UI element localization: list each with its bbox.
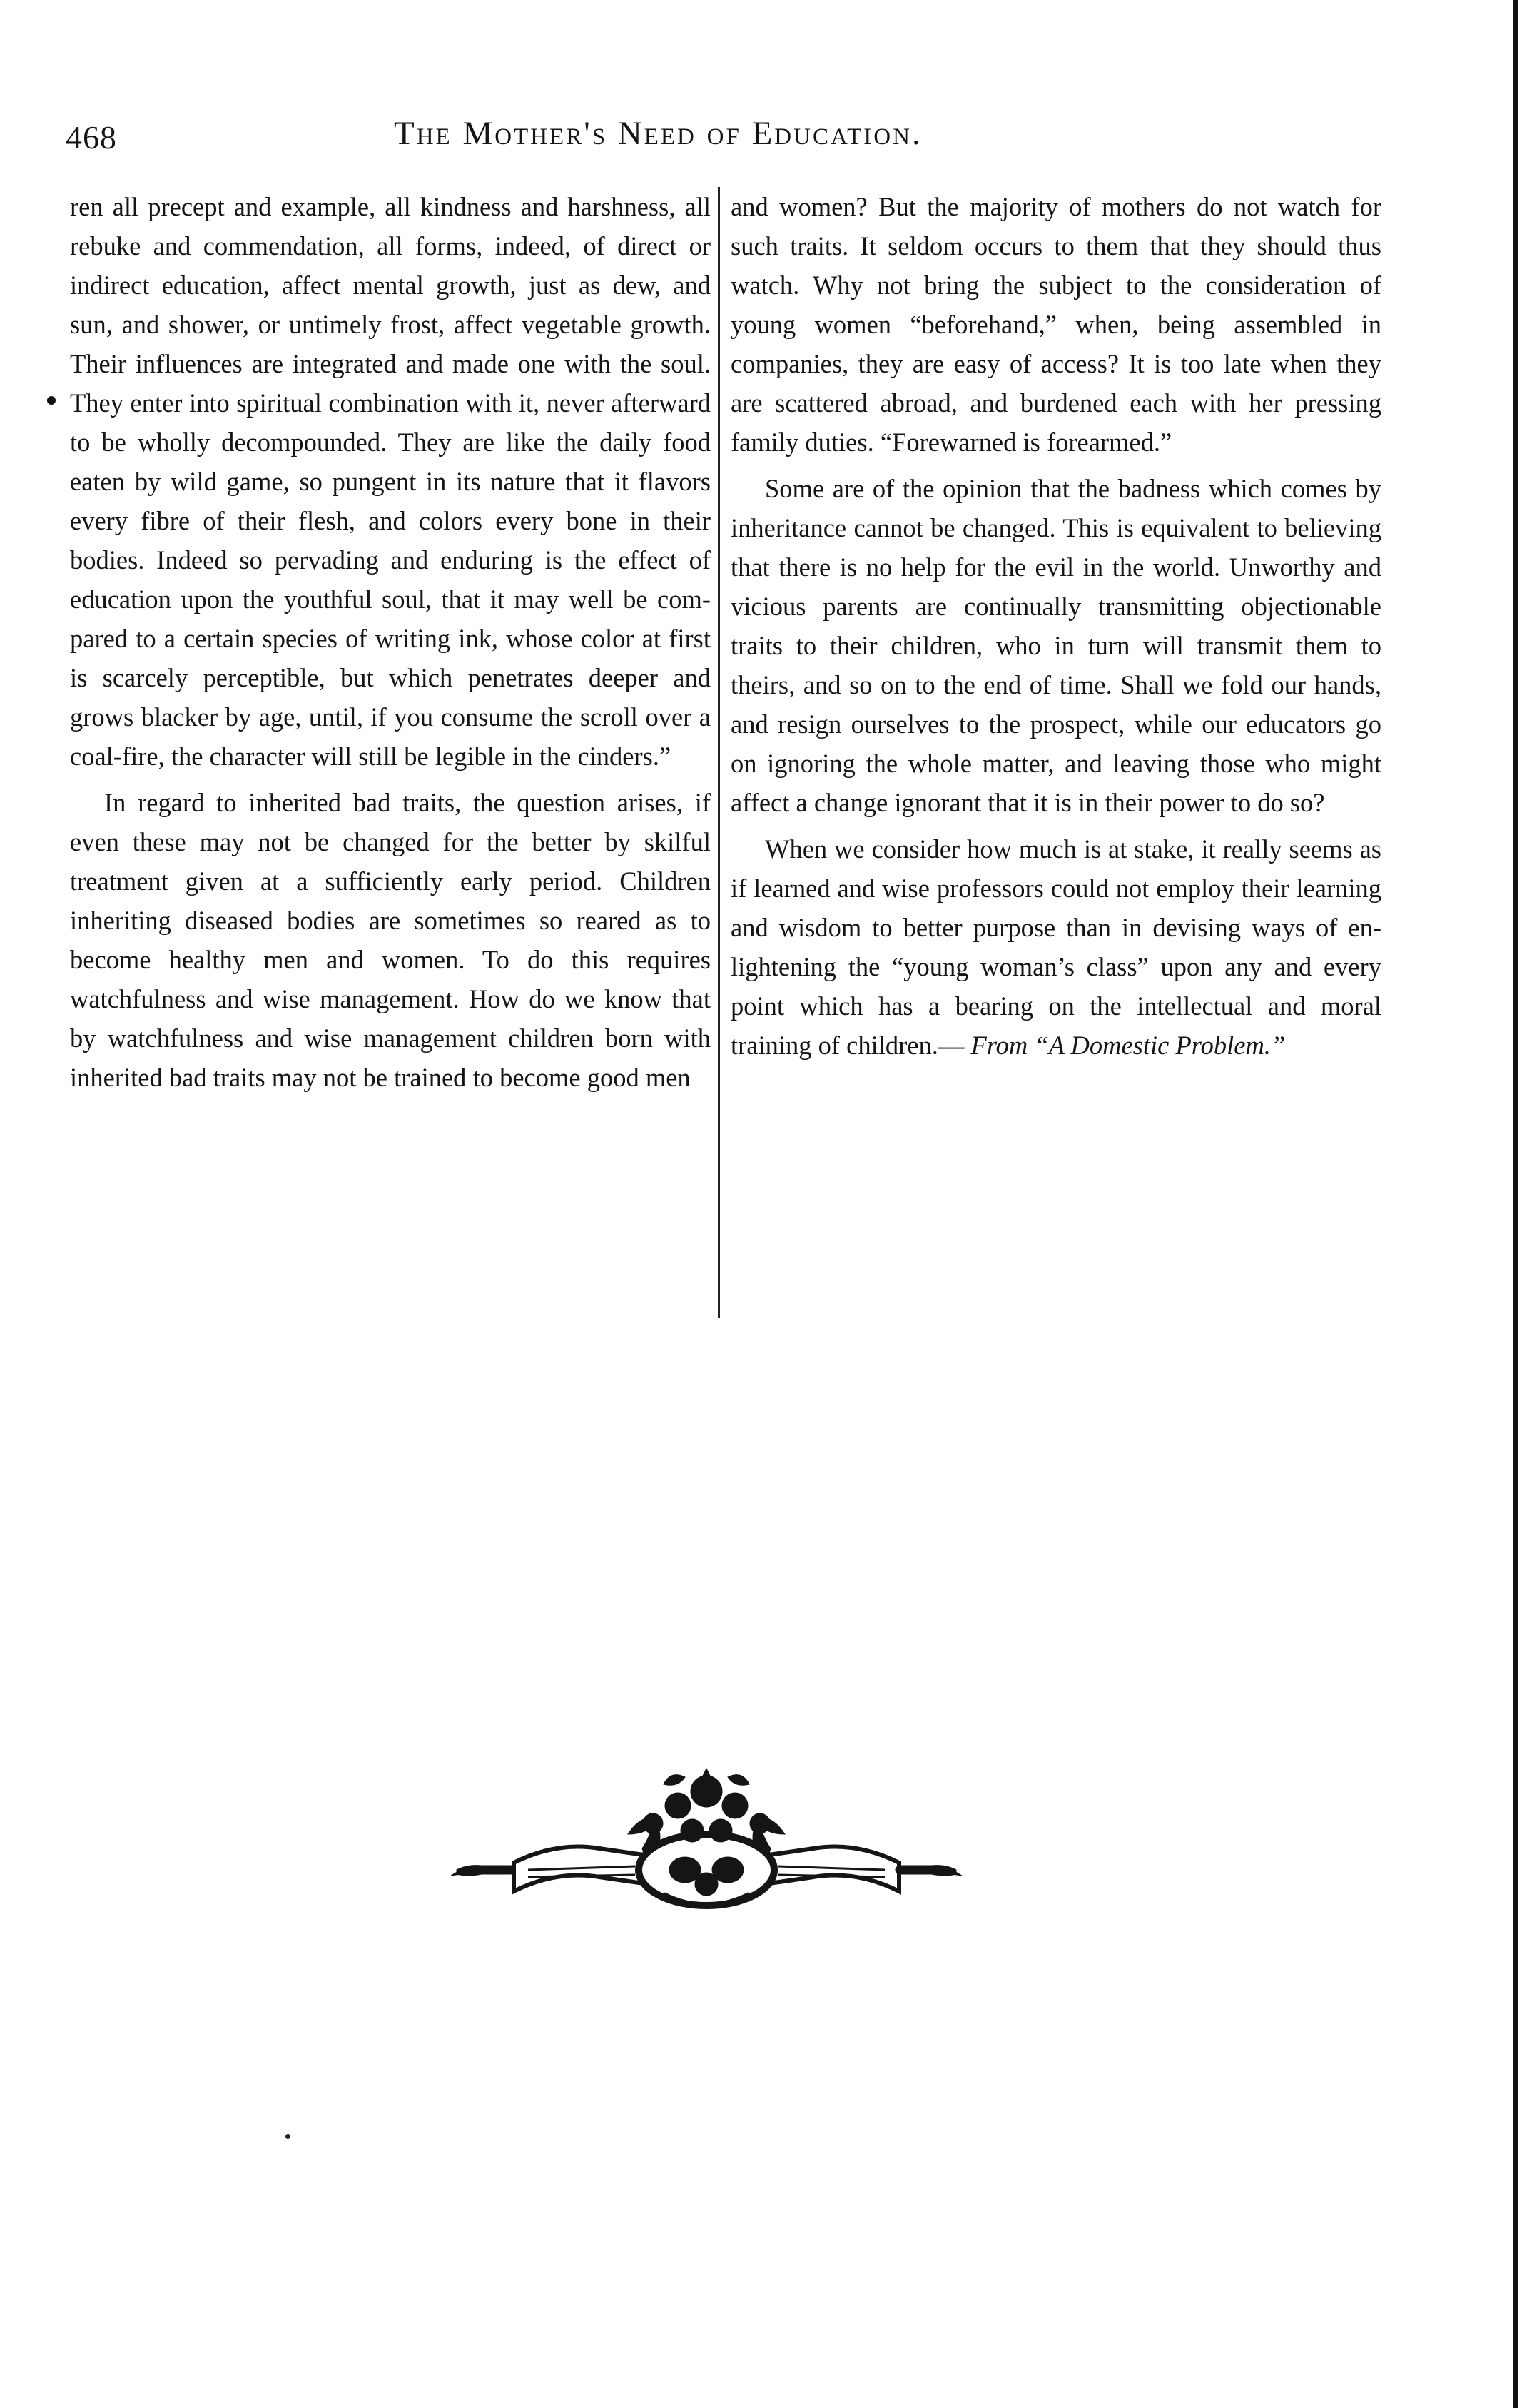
page-edge-rule [1513,0,1518,2408]
page-number: 468 [66,119,117,156]
closing-text: When we consider how much is at stake, it really seems as if learned and wise professors could not employ their learning and wisdom to better purpose than in devising ways of enlightening the “young woman’s class” upon any and every point which has a bearing on the intellectual and moral training of children.— [731,834,1381,1060]
right-paragraph-closing [731,829,1381,1065]
source-citation: From “A Domestic Problem.” [970,1031,1286,1060]
left-paragraph-continued: ren all precept and example, all kindness and harshness, all rebuke and commendation, all forms, indeed, of direct or indirect education, affect mental growth, just as dew, and sun, and shower, or untimely frost, affect vegetable growth. Their influences are integrated and made one with the soul. They enter into spiritual combination with it, never afterward to be wholly decompounded. They are like the daily food eaten by wild game, so pungent in its nature that it flavors every fibre of their flesh, and colors every bone in their bodies. Indeed so pervading and enduring is the effect of education upon the youthful soul, that it may well be compared to a certain species of writing ink, whose color at first is scarcely perceptible, but which penetrates deeper and grows blacker by age, until, if you consume the scroll over a coal-fire, the character will still be legible in the cinders.” [70,192,711,771]
floral-tailpiece-icon [450,1763,963,1913]
margin-dot-mark [47,396,56,405]
right-paragraph-badness: Some are of the opinion that the badness which comes by inheritance cannot be changed. This is equivalent to believing that there is no help for the evil in the world. Unworthy and vicious parents are continually transmitting objectionable traits to their children, who in turn will transmit them to theirs, and so on to the end of time. Shall we fold our hands, and resign ourselves to the prospect, while our educators go on ignoring the whole matter, and leaving those who might affect a change ignorant that it is in their power to do so? [731,474,1381,817]
column-divider [718,187,720,1318]
running-title: The Mother's Need of Education. [394,115,923,152]
stray-ink-mark [285,2134,290,2139]
right-column [731,187,1381,1065]
left-paragraph-inherited-traits: In regard to inherited bad traits, the question arises, if even these may not be changed for the better by skilful treatment given at a sufficiently early period. Children inheriting diseased bodies are sometimes so reared as to become healthy men and women. To do this requires watchfulness and wise management. How do we know that by watchfulness and wise management children born with inherited bad traits may not be trained to become good men [70,788,711,1092]
right-paragraph-continued: and women? But the majority of mothers do not watch for such traits. It seldom occurs to them that they should thus watch. Why not bring the subject to the consideration of young women “beforehand,” when, being assembled in companies, they are easy of access? It is too late when they are scattered abroad, and burdened each with her pressing family duties. “Forewarned is forearmed.” [731,192,1381,457]
running-head [66,114,1393,164]
left-column [70,187,711,1097]
